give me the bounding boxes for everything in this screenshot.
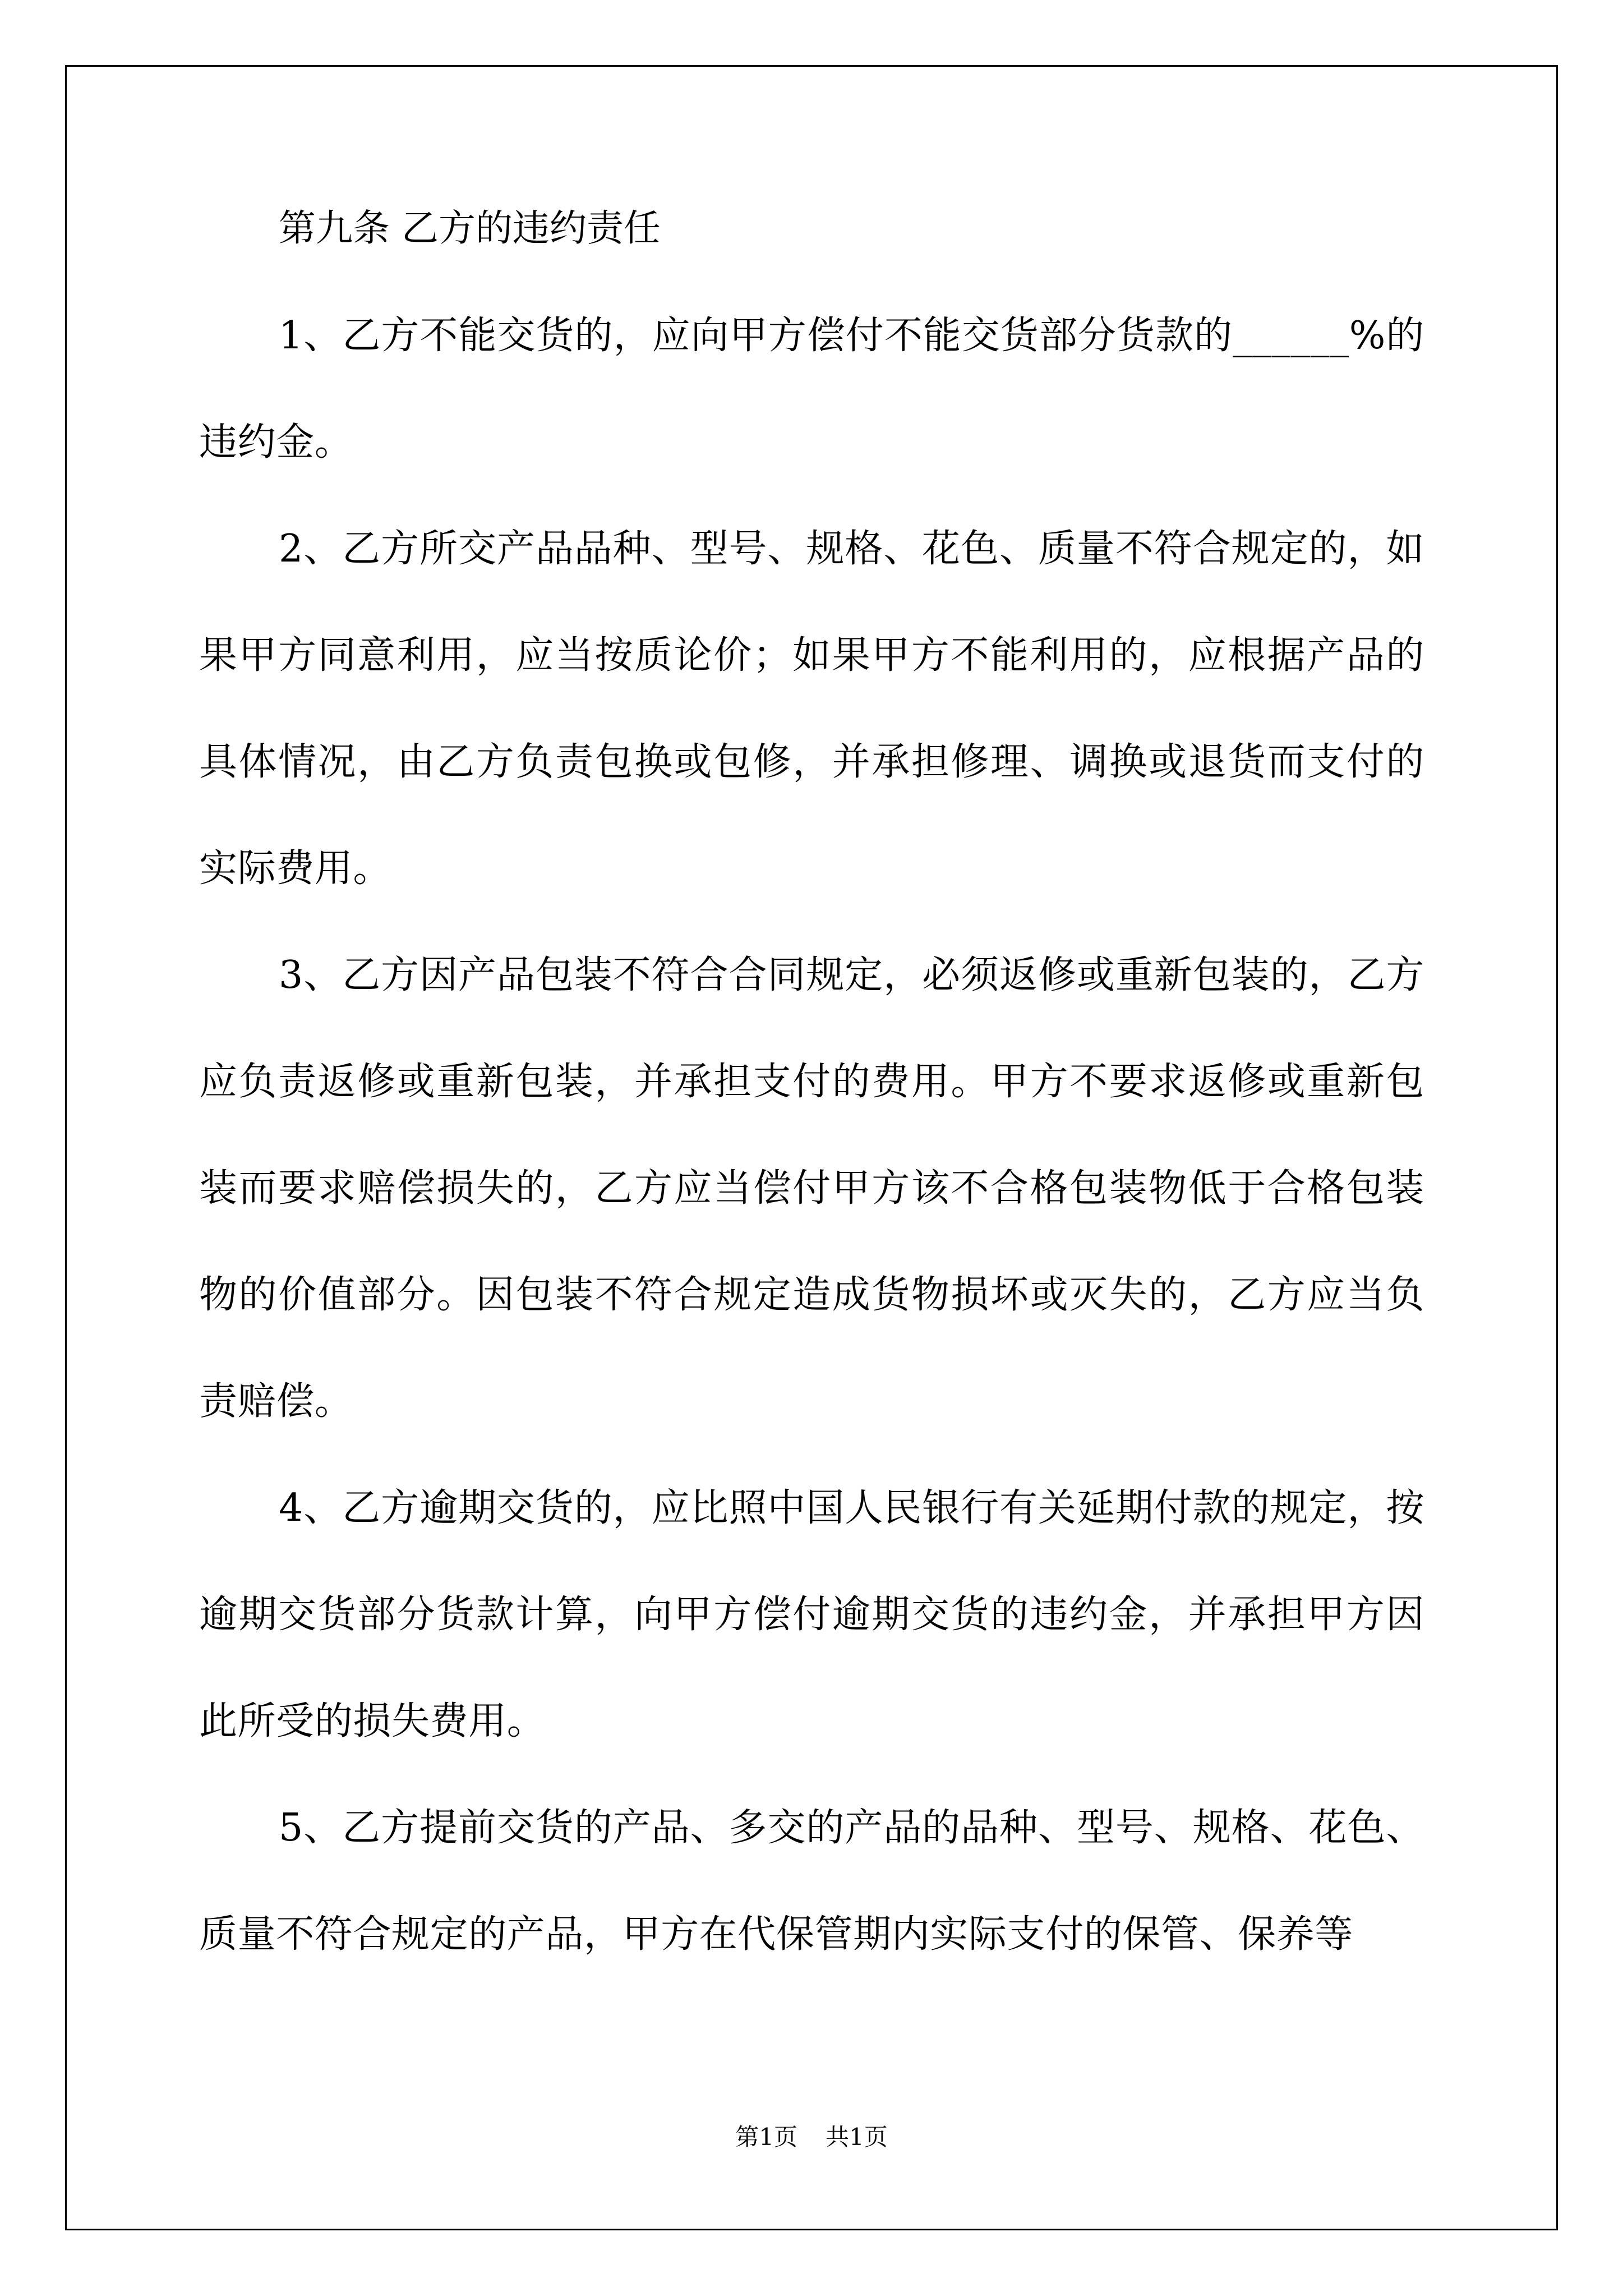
paragraph-1: 1、乙方不能交货的，应向甲方偿付不能交货部分货款的______%的违约金。 <box>199 314 1424 464</box>
document-body <box>199 202 1424 1988</box>
page-total: 共1页 <box>826 2123 888 2151</box>
paragraph-3: 3、乙方因产品包装不符合合同规定，必须返修或重新包装的，乙方应负责返修或重新包装，并承担支付的费用。甲方不要求返修或重新包装而要求赔偿损失的，乙方应当偿付甲方该不合格包装物低于合格包装物的价值部分。因包装不符合规定造成货物损坏或灭失的，乙方应当负责赔偿。 <box>199 953 1424 1424</box>
article-heading: 第九条 乙方的违约责任 <box>279 206 661 250</box>
paragraph-2: 2、乙方所交产品品种、型号、规格、花色、质量不符合规定的，如果甲方同意利用，应当按质论价；如果甲方不能利用的，应根据产品的具体情况，由乙方负责包换或包修，并承担修理、调换或退货而支付的实际费用。 <box>199 527 1424 891</box>
paragraph-5: 5、乙方提前交货的产品、多交的产品的品种、型号、规格、花色、质量不符合规定的产品，甲方在代保管期内实际支付的保管、保养等 <box>199 1806 1424 1957</box>
paragraph-4: 4、乙方逾期交货的，应比照中国人民银行有关延期付款的规定，按逾期交货部分货款计算，向甲方偿付逾期交货的违约金，并承担甲方因此所受的损失费用。 <box>199 1486 1424 1743</box>
page-number: 第1页 <box>735 2123 797 2151</box>
page-footer <box>0 2120 1623 2154</box>
